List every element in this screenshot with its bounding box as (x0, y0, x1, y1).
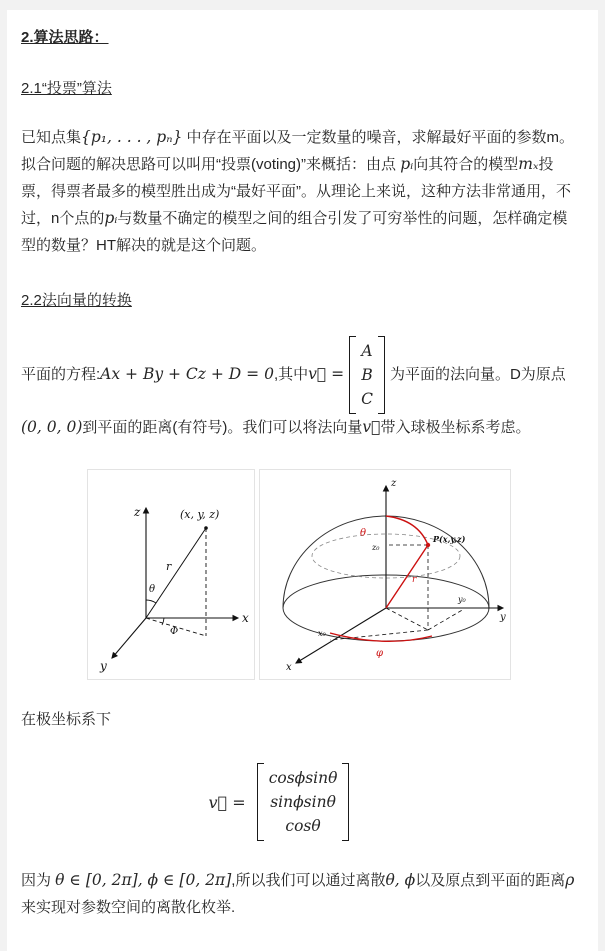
text-run: 平面的方程: (21, 365, 101, 383)
projection-dashes (146, 528, 206, 636)
point-dot (204, 526, 208, 530)
cartesian-axes-diagram (88, 470, 254, 674)
inline-math-v-equals: v⃗ = (308, 364, 345, 383)
hemisphere-diagram (260, 470, 510, 674)
inline-math-pi: pᵢ (400, 155, 414, 173)
paragraph-polar-intro: 在极坐标系下 (21, 711, 112, 728)
red-coordinate-marks (330, 516, 432, 641)
section-title: 2.算法思路： (21, 29, 109, 46)
axis-label-y: y (500, 612, 506, 623)
axis-label-x: x (286, 662, 292, 673)
inline-math-rho: ρ (565, 871, 575, 889)
text-run: 与数量不确定的模型之间的组合引发了可穷举性的问题，怎样确定模型的数量？HT解决的就是这个问题。 (21, 210, 568, 254)
z0-label: z₀ (372, 543, 380, 552)
text-run: 为平面的法向量。D为原点 (389, 365, 566, 383)
subsection-voting-heading: 2.1“投票”算法 (21, 80, 112, 97)
phi-label: Φ (170, 626, 179, 637)
axis-label-z: z (134, 505, 141, 519)
left-bracket (257, 763, 264, 841)
subsection-normal-heading: 2.2法向量的转换 (21, 292, 132, 309)
text-run: 中存在平面以及一定数量的噪音，求解最好平面的参数m。拟合问题的解决思路可以叫用“投票(voting)”来概括：由点 (21, 129, 575, 173)
right-bracket (342, 763, 349, 841)
vector-row: cosϕsinθ (268, 769, 338, 787)
axis-label-x: x (242, 611, 249, 625)
r-label: r (166, 560, 172, 573)
point-label: P(x,y,z) (433, 534, 466, 544)
text-run: 已知点集 (21, 129, 82, 146)
text-run: 投票，得票者最多的模型胜出成为“最好平面”。从理论上来说，这种方法非常通用，不过，n个点的 (21, 156, 571, 227)
inline-math-plane-eq: Ax + By + Cz + D = 0 (100, 364, 274, 383)
axis-label-y: y (100, 659, 107, 673)
inline-math-origin: (0, 0, 0) (21, 418, 83, 436)
inline-math-v: v⃗ (362, 418, 381, 436)
text-run: 来实现对参数空间的离散化枚举. (21, 899, 236, 916)
point-dot (426, 543, 430, 547)
x0-label: x₀ (318, 629, 326, 638)
vector-rows (264, 763, 343, 841)
paragraph-discretization (21, 867, 582, 921)
vector-row: B (361, 366, 373, 384)
paragraph-plane-equation (21, 336, 582, 441)
inline-math-ranges: θ ∈ [0, 2π], ϕ ∈ [0, 2π] (55, 871, 232, 889)
vector-rows (356, 336, 378, 414)
display-formula-v (21, 763, 542, 841)
point-label: (x, y, z) (180, 508, 220, 521)
inline-math-mx: mₓ (518, 155, 539, 173)
text-run: 带入球极坐标系考虑。 (380, 419, 531, 436)
inline-math-point-set: {p₁, . . . , pₙ} (81, 128, 183, 146)
inline-math-theta-phi: θ, ϕ (385, 871, 416, 889)
right-bracket (378, 336, 385, 414)
y0-label: y₀ (458, 595, 466, 604)
r-label: r (412, 575, 417, 585)
text-run: 向其符合的模型 (413, 156, 519, 173)
axis-label-z: z (391, 478, 397, 489)
figure-hemisphere-spherical (259, 469, 511, 680)
paragraph-voting (21, 124, 582, 259)
text-run: ,所以我们可以通过离散 (231, 872, 386, 889)
inline-math-pi: pᵢ (104, 209, 118, 227)
theta-label: θ (360, 528, 367, 539)
left-bracket (349, 336, 356, 414)
radius-line (146, 528, 206, 618)
theta-label: θ (149, 584, 156, 595)
column-vector-spherical (257, 763, 350, 841)
vector-row: C (361, 390, 373, 408)
vector-row: sinϕsinθ (270, 793, 336, 811)
phi-label: φ (376, 648, 384, 659)
column-vector-abc (349, 336, 385, 414)
formula-lhs: v⃗ = (208, 792, 246, 812)
article-card (7, 10, 598, 951)
text-run: ,其中 (273, 365, 309, 383)
figure-row (87, 469, 582, 680)
vector-row: cosθ (285, 817, 321, 835)
text-run: 到平面的距离(有符号)。我们可以将法向量 (82, 419, 363, 436)
text-run: 因为 (21, 872, 56, 889)
axes (296, 486, 503, 663)
figure-cartesian-coordinates (87, 469, 255, 680)
vector-row: A (361, 342, 373, 360)
text-run: 以及原点到平面的距离 (415, 872, 566, 889)
